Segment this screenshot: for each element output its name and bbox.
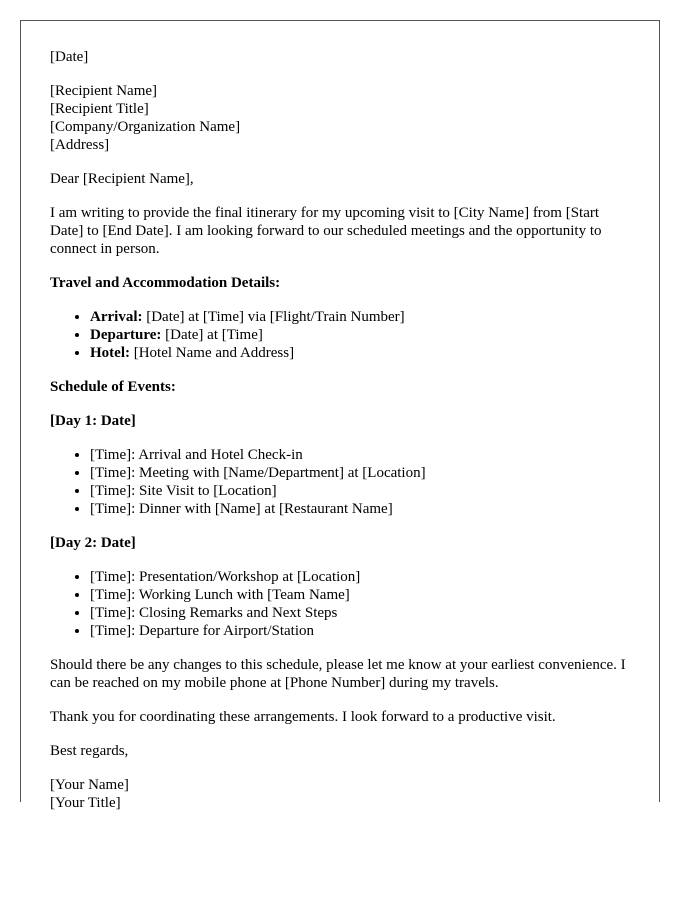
recipient-block xyxy=(50,82,629,154)
letter-date: [Date] xyxy=(50,49,89,65)
signature-title: [Your Title] xyxy=(50,795,121,811)
travel-item-departure xyxy=(90,326,629,344)
list-item: • [Time]: Presentation/Workshop at [Location] xyxy=(90,568,629,586)
day2-heading: [Day 2: Date] xyxy=(50,535,136,551)
schedule-heading: Schedule of Events: xyxy=(50,379,176,395)
intro-paragraph: I am writing to provide the final itinerary for my upcoming visit to [City Name] from [Start Date] to [End Date]. I am looking forward to our scheduled meetings and the opportunity to connect in person. xyxy=(50,205,602,257)
travel-list xyxy=(50,308,629,362)
signature-block xyxy=(50,776,629,812)
travel-item-label: Hotel: xyxy=(90,345,130,361)
recipient-name: [Recipient Name] xyxy=(50,83,158,99)
salutation: Dear [Recipient Name], xyxy=(50,171,194,187)
recipient-address: [Address] xyxy=(50,137,110,153)
travel-item-text: [Date] at [Time] via [Flight/Train Number] xyxy=(142,309,405,325)
list-item: • [Time]: Working Lunch with [Team Name] xyxy=(90,586,629,604)
thanks-paragraph: Thank you for coordinating these arrangements. I look forward to a productive visit. xyxy=(50,709,556,725)
letter-page xyxy=(20,20,660,811)
list-item: • [Time]: Meeting with [Name/Department] at [Location] xyxy=(90,464,629,482)
travel-item-arrival xyxy=(90,308,629,326)
changes-paragraph: Should there be any changes to this schedule, please let me know at your earliest convenience. I can be reached on my mobile phone at [Phone Number] during my travels. xyxy=(50,657,626,691)
list-item: • [Time]: Site Visit to [Location] xyxy=(90,482,629,500)
signature-name: [Your Name] xyxy=(50,777,129,793)
travel-item-label: Arrival: xyxy=(90,309,143,325)
travel-item-text: [Hotel Name and Address] xyxy=(129,345,295,361)
list-item: • [Time]: Dinner with [Name] at [Restaurant Name] xyxy=(90,500,629,518)
list-item: • [Time]: Closing Remarks and Next Steps xyxy=(90,604,629,622)
list-item: • [Time]: Arrival and Hotel Check-in xyxy=(90,446,629,464)
day2-list xyxy=(50,568,629,640)
travel-item-text: [Date] at [Time] xyxy=(161,327,263,343)
recipient-title: [Recipient Title] xyxy=(50,101,149,117)
recipient-company: [Company/Organization Name] xyxy=(50,119,241,135)
travel-item-hotel xyxy=(90,344,629,362)
day1-heading: [Day 1: Date] xyxy=(50,413,136,429)
travel-item-label: Departure: xyxy=(90,327,162,343)
day1-list xyxy=(50,446,629,518)
list-item: • [Time]: Departure for Airport/Station xyxy=(90,622,629,640)
travel-heading: Travel and Accommodation Details: xyxy=(50,275,281,291)
closing: Best regards, xyxy=(50,743,129,759)
